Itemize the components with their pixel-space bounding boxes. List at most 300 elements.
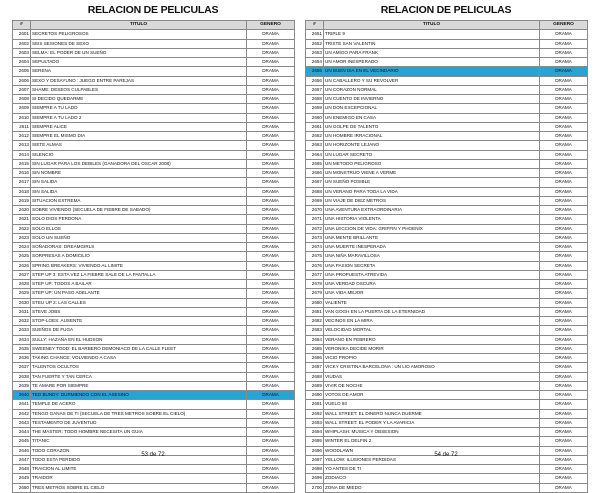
movie-genre: DRAMA <box>540 104 588 113</box>
movie-genre: DRAMA <box>540 354 588 363</box>
table-row <box>306 233 588 242</box>
table-row <box>306 178 588 187</box>
movie-genre: DRAMA <box>247 354 295 363</box>
movie-genre: DRAMA <box>247 326 295 335</box>
movie-title: UNA MUERTE INESPERADA <box>324 243 540 252</box>
row-number: 2619 <box>13 196 31 205</box>
table-row <box>306 335 588 344</box>
movie-genre: DRAMA <box>540 474 588 483</box>
row-number: 2693 <box>306 418 324 427</box>
table-row <box>306 474 588 483</box>
movie-genre: DRAMA <box>247 159 295 168</box>
movie-genre: DRAMA <box>247 76 295 85</box>
movie-genre: DRAMA <box>540 58 588 67</box>
table-row <box>306 381 588 390</box>
table-row <box>306 169 588 178</box>
table-row <box>306 187 588 196</box>
movie-genre: DRAMA <box>540 483 588 492</box>
movie-title: UNA PROPUESTA ATREVIDA <box>324 270 540 279</box>
movie-title: TESTAMENTO DE JUVENTUD <box>31 418 247 427</box>
row-number: 2644 <box>13 428 31 437</box>
movie-genre: DRAMA <box>540 215 588 224</box>
table-row <box>13 483 295 492</box>
movie-title: UNA PASION SECRETA <box>324 261 540 270</box>
movie-title: UNA VIDA MEJOR <box>324 289 540 298</box>
row-number: 2625 <box>13 252 31 261</box>
table-row <box>306 437 588 446</box>
movie-title: UN HOMBRE IRRACIONAL <box>324 132 540 141</box>
movie-genre: DRAMA <box>540 30 588 39</box>
movie-genre: DRAMA <box>540 169 588 178</box>
movie-title: SIEMPRE A TU LADO <box>31 104 247 113</box>
movie-genre: DRAMA <box>247 289 295 298</box>
movie-genre: DRAMA <box>247 113 295 122</box>
row-number: 2677 <box>306 270 324 279</box>
row-number: 2627 <box>13 270 31 279</box>
row-number: 2668 <box>306 187 324 196</box>
row-number: 2676 <box>306 261 324 270</box>
row-number: 2624 <box>13 243 31 252</box>
movie-genre: DRAMA <box>540 317 588 326</box>
table-row <box>306 344 588 353</box>
movie-genre: DRAMA <box>247 270 295 279</box>
movie-genre: DRAMA <box>247 141 295 150</box>
page-number: 53 de 72 <box>141 452 165 458</box>
movie-genre: DRAMA <box>247 483 295 492</box>
row-number: 2692 <box>306 409 324 418</box>
movie-title: VIVIR DE NOCHE <box>324 381 540 390</box>
table-row <box>13 418 295 427</box>
row-number: 2664 <box>306 150 324 159</box>
movie-title: TODO ESTA PERDIDO <box>31 455 247 464</box>
row-number: 2690 <box>306 391 324 400</box>
movie-genre: DRAMA <box>540 196 588 205</box>
row-number: 2607 <box>13 85 31 94</box>
movie-title: VERONIKA DECIDE MORIR <box>324 344 540 353</box>
movie-title: SOÑADORAS: DREAMGIRLS <box>31 243 247 252</box>
row-number: 2611 <box>13 122 31 131</box>
movie-title: SORPRESAS A DOMICILIO <box>31 252 247 261</box>
row-number: 2643 <box>13 418 31 427</box>
table-row <box>13 30 295 39</box>
table-row <box>13 169 295 178</box>
table-row <box>306 85 588 94</box>
movie-genre: DRAMA <box>540 418 588 427</box>
table-row <box>306 372 588 381</box>
column-header-number: # <box>13 21 31 30</box>
movie-title: TRAICION AL LIMITE <box>31 465 247 474</box>
table-row <box>306 224 588 233</box>
movie-title: SECRETOS PELIGROSOS <box>31 30 247 39</box>
table-row <box>306 215 588 224</box>
row-number: 2663 <box>306 141 324 150</box>
table-row <box>306 206 588 215</box>
movie-title: UN METODO PELIGROSO <box>324 159 540 168</box>
movie-title: ZODIACO <box>324 474 540 483</box>
table-row <box>13 317 295 326</box>
movie-title: UN DON EXCEPCIONAL <box>324 104 540 113</box>
movie-genre: DRAMA <box>540 409 588 418</box>
movie-title: UN SUEÑO POSIBLE <box>324 178 540 187</box>
table-row <box>13 437 295 446</box>
table-row <box>13 409 295 418</box>
movie-genre: DRAMA <box>540 150 588 159</box>
movie-genre: DRAMA <box>540 326 588 335</box>
movie-title: TEMPLE DE ACERO <box>31 400 247 409</box>
table-row <box>306 391 588 400</box>
movie-title: TRAIDOR <box>31 474 247 483</box>
movie-genre: DRAMA <box>247 363 295 372</box>
row-number: 2628 <box>13 280 31 289</box>
row-number: 2646 <box>13 446 31 455</box>
row-number: 2635 <box>13 344 31 353</box>
movie-genre: DRAMA <box>540 289 588 298</box>
row-number: 2629 <box>13 289 31 298</box>
row-number: 2612 <box>13 132 31 141</box>
movie-genre: DRAMA <box>247 48 295 57</box>
row-number: 2641 <box>13 400 31 409</box>
table-row <box>306 261 588 270</box>
table-row <box>13 39 295 48</box>
movie-title: UN HORIZONTE LEJANO <box>324 141 540 150</box>
movie-genre: DRAMA <box>247 122 295 131</box>
row-number: 2610 <box>13 113 31 122</box>
movie-genre: DRAMA <box>540 95 588 104</box>
table-row <box>13 141 295 150</box>
table-row <box>306 483 588 492</box>
row-number: 2689 <box>306 381 324 390</box>
table-row <box>306 141 588 150</box>
row-number: 2699 <box>306 474 324 483</box>
movie-genre: DRAMA <box>540 224 588 233</box>
movie-table <box>305 20 588 493</box>
movie-title: UN ENEMIGO EN CASA <box>324 113 540 122</box>
row-number: 2661 <box>306 122 324 131</box>
movie-title: SUEÑOS DE FUGA <box>31 326 247 335</box>
movie-title: SHAME: DESEOS CULPABLES <box>31 85 247 94</box>
movie-title: SIN SALIDA <box>31 178 247 187</box>
movie-genre: DRAMA <box>247 67 295 76</box>
table-row <box>306 307 588 316</box>
movie-title: TAN FUERTE Y TAN CERCA <box>31 372 247 381</box>
movie-table <box>12 20 295 493</box>
row-number: 2652 <box>306 39 324 48</box>
row-number: 2694 <box>306 428 324 437</box>
movie-title: VOTOS DE AMOR <box>324 391 540 400</box>
table-row <box>306 418 588 427</box>
row-number: 2654 <box>306 58 324 67</box>
row-number: 2671 <box>306 215 324 224</box>
row-number: 2633 <box>13 326 31 335</box>
movie-title: TE AMARE POR SIEMPRE <box>31 381 247 390</box>
row-number: 2601 <box>13 30 31 39</box>
table-row <box>306 252 588 261</box>
table-header-row <box>306 21 588 30</box>
table-row <box>13 76 295 85</box>
table-row <box>306 280 588 289</box>
movie-title: UNA MENTE BRILLANTE <box>324 233 540 242</box>
row-number: 2697 <box>306 455 324 464</box>
movie-genre: DRAMA <box>540 252 588 261</box>
table-row <box>13 298 295 307</box>
table-row <box>306 58 588 67</box>
movie-genre: DRAMA <box>247 344 295 353</box>
movie-title: TRISTE SAN VALENTIN <box>324 39 540 48</box>
row-number: 2666 <box>306 169 324 178</box>
table-row <box>306 243 588 252</box>
movie-genre: DRAMA <box>247 335 295 344</box>
movie-title: VELOCIDAD MORTAL <box>324 326 540 335</box>
movie-genre: DRAMA <box>247 30 295 39</box>
movie-title: WOODLAWN <box>324 446 540 455</box>
row-number: 2620 <box>13 206 31 215</box>
row-number: 2659 <box>306 104 324 113</box>
table-row <box>13 178 295 187</box>
row-number: 2686 <box>306 354 324 363</box>
movie-genre: DRAMA <box>540 122 588 131</box>
row-number: 2605 <box>13 67 31 76</box>
movie-genre: DRAMA <box>540 243 588 252</box>
row-number: 2650 <box>13 483 31 492</box>
table-row <box>13 289 295 298</box>
table-row <box>306 317 588 326</box>
row-number: 2604 <box>13 58 31 67</box>
table-row <box>13 400 295 409</box>
movie-title: SIETE ALMAS <box>31 141 247 150</box>
row-number: 2613 <box>13 141 31 150</box>
movie-title: VECINOS EN LA MIRA <box>324 317 540 326</box>
movie-title: UN LUGAR SECRETO <box>324 150 540 159</box>
movie-title: UN AMIGO PARA FRANK <box>324 48 540 57</box>
movie-genre: DRAMA <box>247 196 295 205</box>
table-row <box>306 363 588 372</box>
movie-title: STOP-LOES: AUSENTE <box>31 317 247 326</box>
movie-genre: DRAMA <box>540 233 588 242</box>
movie-genre: DRAMA <box>540 381 588 390</box>
row-number: 2645 <box>13 437 31 446</box>
row-number: 2656 <box>306 76 324 85</box>
table-row <box>13 252 295 261</box>
movie-genre: DRAMA <box>247 409 295 418</box>
row-number: 2700 <box>306 483 324 492</box>
movie-title: SILENCIO <box>31 150 247 159</box>
row-number: 2622 <box>13 224 31 233</box>
table-header-row <box>13 21 295 30</box>
row-number: 2651 <box>306 30 324 39</box>
row-number: 2626 <box>13 261 31 270</box>
table-row <box>13 132 295 141</box>
table-row <box>306 150 588 159</box>
movie-genre: DRAMA <box>247 317 295 326</box>
movie-genre: DRAMA <box>247 233 295 242</box>
movie-title: STEP UP: TODOS A BAILAR <box>31 280 247 289</box>
movie-title: UNA AVENTURA EXTRAORDINARIA <box>324 206 540 215</box>
table-row <box>13 335 295 344</box>
movie-genre: DRAMA <box>247 307 295 316</box>
row-number: 2621 <box>13 215 31 224</box>
table-row <box>13 326 295 335</box>
table-row <box>306 113 588 122</box>
row-number: 2606 <box>13 76 31 85</box>
movie-title: TAKING CHANCE: VOLVIENDO A CASA <box>31 354 247 363</box>
movie-title: STEVE JOBS <box>31 307 247 316</box>
movie-genre: DRAMA <box>540 400 588 409</box>
movie-title: SIEMPRE EL MISMO DIA <box>31 132 247 141</box>
movie-title: UNA NIÑA MARAVILLOSA <box>324 252 540 261</box>
row-number: 2672 <box>306 224 324 233</box>
movie-genre: DRAMA <box>540 335 588 344</box>
table-row-highlighted <box>306 67 588 76</box>
row-number: 2681 <box>306 307 324 316</box>
movie-genre: DRAMA <box>540 85 588 94</box>
movie-title: SELMA: EL PODER DE UN SUEÑO <box>31 48 247 57</box>
row-number: 2640 <box>13 391 31 400</box>
table-row <box>306 39 588 48</box>
table-row <box>13 465 295 474</box>
table-row <box>13 67 295 76</box>
row-number: 2615 <box>13 159 31 168</box>
table-row <box>306 30 588 39</box>
movie-title: UN VERANO PARA TODA LA VIDA <box>324 187 540 196</box>
movie-title: UN GOLPE DE TALENTO <box>324 122 540 131</box>
row-number: 2632 <box>13 317 31 326</box>
movie-genre: DRAMA <box>540 298 588 307</box>
row-number: 2691 <box>306 400 324 409</box>
movie-genre: DRAMA <box>247 391 295 400</box>
movie-title: TALENTOS OCULTOS <box>31 363 247 372</box>
row-number: 2617 <box>13 178 31 187</box>
row-number: 2636 <box>13 354 31 363</box>
movie-genre: DRAMA <box>247 58 295 67</box>
movie-genre: DRAMA <box>247 243 295 252</box>
table-row <box>306 270 588 279</box>
movie-genre: DRAMA <box>247 400 295 409</box>
row-number: 2614 <box>13 150 31 159</box>
row-number: 2642 <box>13 409 31 418</box>
row-number: 2618 <box>13 187 31 196</box>
movie-title: VALIENTE <box>324 298 540 307</box>
movie-title: STEP UP: UN PASO ADELANTE <box>31 289 247 298</box>
movie-genre: DRAMA <box>247 381 295 390</box>
movie-genre: DRAMA <box>540 363 588 372</box>
table-row <box>13 280 295 289</box>
table-row <box>13 187 295 196</box>
movie-genre: DRAMA <box>540 187 588 196</box>
movie-title: VERANO EN FEBRERO <box>324 335 540 344</box>
table-row <box>13 48 295 57</box>
movie-genre: DRAMA <box>540 455 588 464</box>
movie-title: WINTER EL DELFIN 2 <box>324 437 540 446</box>
row-number: 2648 <box>13 465 31 474</box>
movie-title: SULLY: HAZAÑA EN EL HUDSON <box>31 335 247 344</box>
table-row <box>306 326 588 335</box>
movie-title: TENGO GANAS DE TI (SECUELA DE TRES METROS SOBRE EL CIELO) <box>31 409 247 418</box>
row-number: 2608 <box>13 95 31 104</box>
row-number: 2647 <box>13 455 31 464</box>
row-number: 2696 <box>306 446 324 455</box>
movie-title: ZONA DE MIEDO <box>324 483 540 492</box>
movie-genre: DRAMA <box>247 104 295 113</box>
column-header-genre: GENERO <box>247 21 295 30</box>
page-title: RELACION DE PELICULAS <box>380 4 512 16</box>
movie-title: UN VIAJE DE DIEZ METROS <box>324 196 540 205</box>
table-row <box>13 104 295 113</box>
movie-genre: DRAMA <box>247 465 295 474</box>
table-row <box>13 344 295 353</box>
movie-genre: DRAMA <box>247 280 295 289</box>
movie-title: TRES METROS SOBRE EL CIELO <box>31 483 247 492</box>
row-number: 2679 <box>306 289 324 298</box>
movie-title: SOBRE VIVIENDO (SECUELA DE FIEBRE DE SABADO) <box>31 206 247 215</box>
table-row <box>13 58 295 67</box>
column-header-title: TITULO <box>324 21 540 30</box>
table-row <box>13 159 295 168</box>
row-number: 2602 <box>13 39 31 48</box>
row-number: 2688 <box>306 372 324 381</box>
movie-genre: DRAMA <box>540 76 588 85</box>
row-number: 2684 <box>306 335 324 344</box>
table-row <box>306 298 588 307</box>
movie-genre: DRAMA <box>540 206 588 215</box>
movie-genre: DRAMA <box>247 372 295 381</box>
row-number: 2638 <box>13 372 31 381</box>
movie-title: SEIS SESIONES DE SEXO <box>31 39 247 48</box>
row-number: 2670 <box>306 206 324 215</box>
table-row <box>13 122 295 131</box>
movie-title: VUELO 93 <box>324 400 540 409</box>
movie-genre: DRAMA <box>247 298 295 307</box>
movie-genre: DRAMA <box>540 372 588 381</box>
row-number: 2623 <box>13 233 31 242</box>
table-row <box>306 159 588 168</box>
page-right <box>305 0 587 490</box>
movie-genre: DRAMA <box>247 215 295 224</box>
row-number: 2653 <box>306 48 324 57</box>
movie-title: YO ANTES DE TI <box>324 465 540 474</box>
row-number: 2662 <box>306 132 324 141</box>
row-number: 2687 <box>306 363 324 372</box>
movie-title: UNA LECCION DE VIDA: GRIFFIN Y PHOENIX <box>324 224 540 233</box>
movie-genre: DRAMA <box>540 261 588 270</box>
movie-title: WHIPLASH: MUSICA Y OBSESION <box>324 428 540 437</box>
table-row <box>306 95 588 104</box>
movie-title: SIN NOMBRE <box>31 169 247 178</box>
row-number: 2609 <box>13 104 31 113</box>
movie-genre: DRAMA <box>247 95 295 104</box>
movie-title: TITANIC <box>31 437 247 446</box>
table-row <box>13 224 295 233</box>
page-title: RELACION DE PELICULAS <box>87 4 219 16</box>
movie-title: SERENA <box>31 67 247 76</box>
movie-title: UNA VERDAD OSCURA <box>324 280 540 289</box>
movie-title: VICKY CRISTINA BARCELONA : UN LIO AMOROSO <box>324 363 540 372</box>
row-number: 2673 <box>306 233 324 242</box>
movie-genre: DRAMA <box>540 48 588 57</box>
movie-genre: DRAMA <box>540 67 588 76</box>
page-left <box>12 0 294 490</box>
movie-title: TED BUNDY: DURMIENDO CON EL ASESINO <box>31 391 247 400</box>
movie-title: UN CUENTO DE INVIERNO <box>324 95 540 104</box>
table-row <box>13 372 295 381</box>
movie-title: SIN SALIDA <box>31 187 247 196</box>
row-number: 2631 <box>13 307 31 316</box>
table-row <box>306 104 588 113</box>
movie-title: TODO CORAZON <box>31 446 247 455</box>
table-row <box>13 354 295 363</box>
movie-title: SOLO ELLOS <box>31 224 247 233</box>
row-number: 2658 <box>306 95 324 104</box>
row-number: 2603 <box>13 48 31 57</box>
